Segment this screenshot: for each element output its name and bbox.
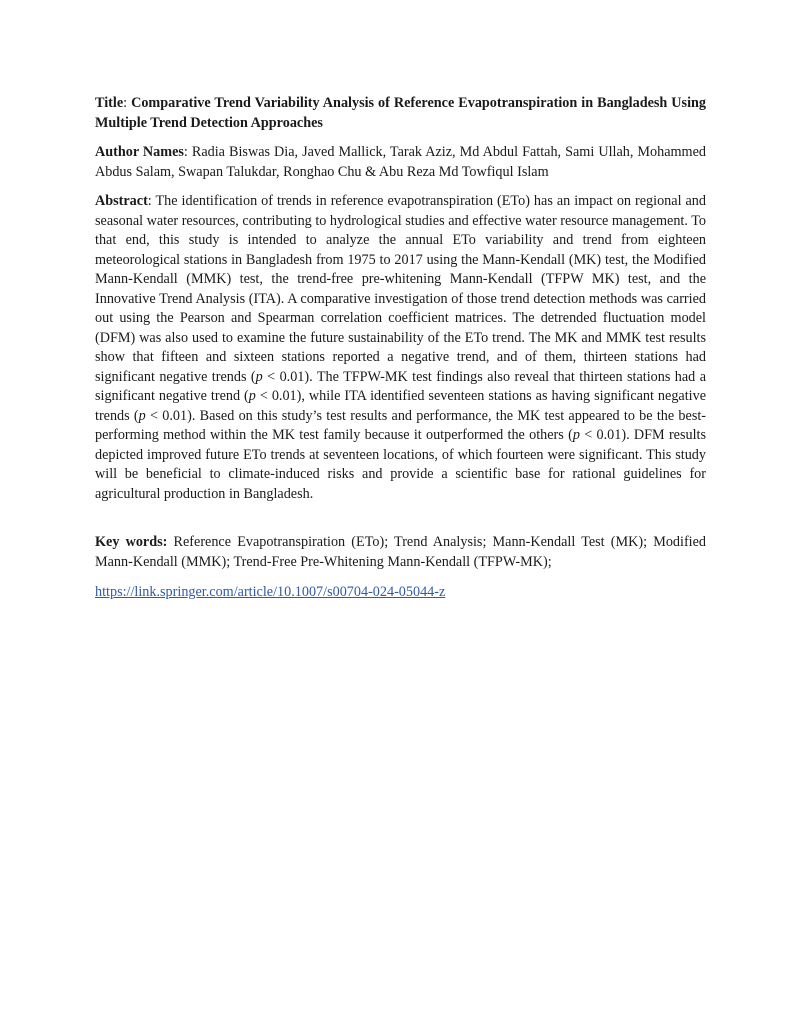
- document-page: [95, 94, 706, 603]
- p-symbol: p: [248, 388, 256, 404]
- keywords-list: Reference Evapotranspiration (ETo); Trend Analysis; Mann-Kendall Test (MK); Modified Mann-Kendall (MMK); Trend-Free Pre-Whitening Mann-Kendall (TFPW-MK);: [95, 534, 707, 570]
- keywords-label: Key words:: [95, 534, 168, 550]
- abstract-label: Abstract: [95, 193, 148, 209]
- p-symbol: p: [138, 407, 146, 424]
- p-symbol: p: [572, 427, 580, 443]
- authors-paragraph: Author Names: Radia Biswas Dia, Javed Mallick, Tarak Aziz, Md Abdul Fattah, Sami Ullah, Mohammed Abdus Salam, Swapan Talukdar, Ronghao Chu & Abu Reza Md Towfiqul Islam: [95, 144, 706, 180]
- abstract-text-5: < 0.01). DFM results depicted improved future ETo trends at seventeen locations, of which fourteen were significant. This study will be beneficial to climate-induced risks and provide a scientific base for rational guidelines for agricultural production in Bangladesh.: [95, 427, 706, 502]
- article-link[interactable]: https://link.springer.com/article/10.1007/s00704-024-05044-z: [95, 584, 446, 600]
- title-paragraph: Title: Comparative Trend Variability Analysis of Reference Evapotranspiration in Bangladesh Using Multiple Trend Detection Approaches: [95, 95, 706, 131]
- abstract-text-3: < 0.01), while ITA identified seventeen stations as having significant negative trends (: [95, 388, 706, 424]
- authors-label: Author Names: [95, 144, 184, 160]
- title-label: Title: [95, 95, 124, 111]
- paper-title: Comparative Trend Variability Analysis of Reference Evapotranspiration in Bangladesh Using Multiple Trend Detection Approaches: [95, 95, 706, 131]
- abstract-text-1: : The identification of trends in reference evapotranspiration (ETo) has an impact on regional and seasonal water resources, contributing to hydrological studies and effective water resource management. To that end, this study is intended to analyze the annual ETo variability and trend from eighteen meteorological stations in Bangladesh from 1975 to 2017 using the Mann-Kendall (MK) test, the Modified Mann-Kendall (MMK) test, the trend-free pre-whitening Mann-Kendall (TFPW MK) test, and the Innovative Trend Analysis (ITA). A comparative investigation of those trend detection methods was carried out using the Pearson and Spearman correlation coefficient matrices. The detrended fluctuation model (DFM) was also used to examine the future sustainability of the ETo trend. The MK and MMK test results show that fifteen and sixteen stations reported a negative trend, and of them, thirteen stations had significant negative trends (: [95, 193, 706, 385]
- abstract-text-2: < 0.01). The TFPW-MK test findings also reveal that thirteen stations had a significant negative trend (: [95, 368, 706, 404]
- keywords-paragraph: [95, 533, 706, 572]
- link-paragraph: [95, 583, 706, 603]
- author-list: Radia Biswas Dia, Javed Mallick, Tarak Aziz, Md Abdul Fattah, Sami Ullah, Mohammed Abdus Salam, Swapan Talukdar, Ronghao Chu & Abu Reza Md Towfiqul Islam: [95, 144, 706, 180]
- p-symbol: p: [255, 368, 263, 385]
- abstract-text-4: < 0.01). Based on this study’s test results and performance, the MK test appeared to be the best-performing method within the MK test family because it outperformed the others (: [95, 407, 707, 443]
- abstract-paragraph: [95, 192, 706, 504]
